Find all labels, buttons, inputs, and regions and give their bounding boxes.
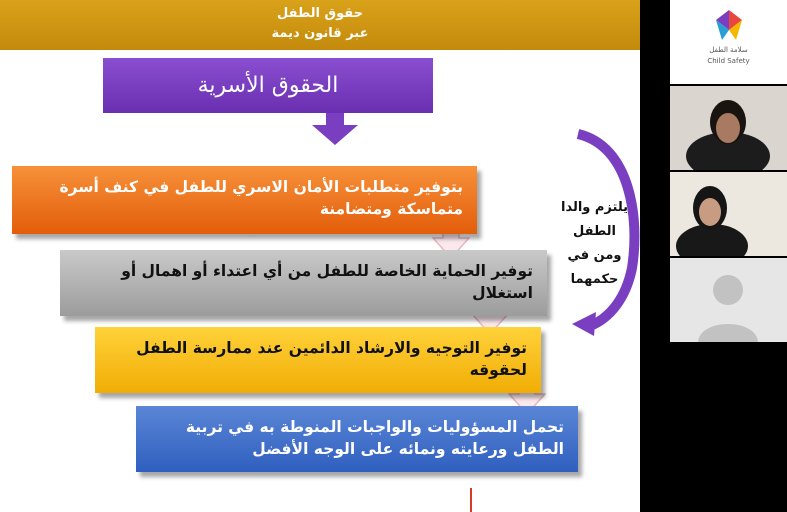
title-bar [0, 0, 640, 50]
logo-text-ar: سلامة الطفل [709, 46, 748, 54]
participant-video-tile[interactable] [670, 172, 787, 256]
down-arrow-icon [312, 113, 358, 145]
red-line [468, 488, 474, 512]
rights-box-3: توفير التوجيه والارشاد الدائمين عند ممارسة الطفل لحقوقه [95, 327, 541, 393]
person-avatar-icon [670, 86, 787, 170]
logo-tile [670, 0, 787, 84]
presenter-video-tile[interactable] [670, 86, 787, 170]
child-safety-logo-icon [714, 10, 744, 44]
family-rights-box: الحقوق الأسرية [103, 58, 433, 113]
user-silhouette-icon [670, 258, 787, 342]
person-avatar-icon [670, 172, 787, 256]
title-line-2: عبر قانون ديمة [271, 26, 369, 41]
rights-box-2: توفير الحماية الخاصة للطفل من أي اعتداء أو اهمال أو استغلال [60, 250, 547, 316]
participant-placeholder-tile[interactable] [670, 258, 787, 342]
rights-box-1: بتوفير متطلبات الأمان الاسري للطفل في كنف أسرة متماسكة ومتضامنة [12, 166, 477, 234]
rights-box-4: تحمل المسؤوليات والواجبات المنوطة به في تربية الطفل ورعايته ونمائه على الوجه الأفضل [136, 406, 578, 472]
logo-text-en: Child Safety [707, 57, 750, 65]
side-note: يلتزم والدا الطفل ومن في حكمهما [560, 200, 629, 287]
title-line-1: حقوق الطفل [277, 6, 363, 21]
